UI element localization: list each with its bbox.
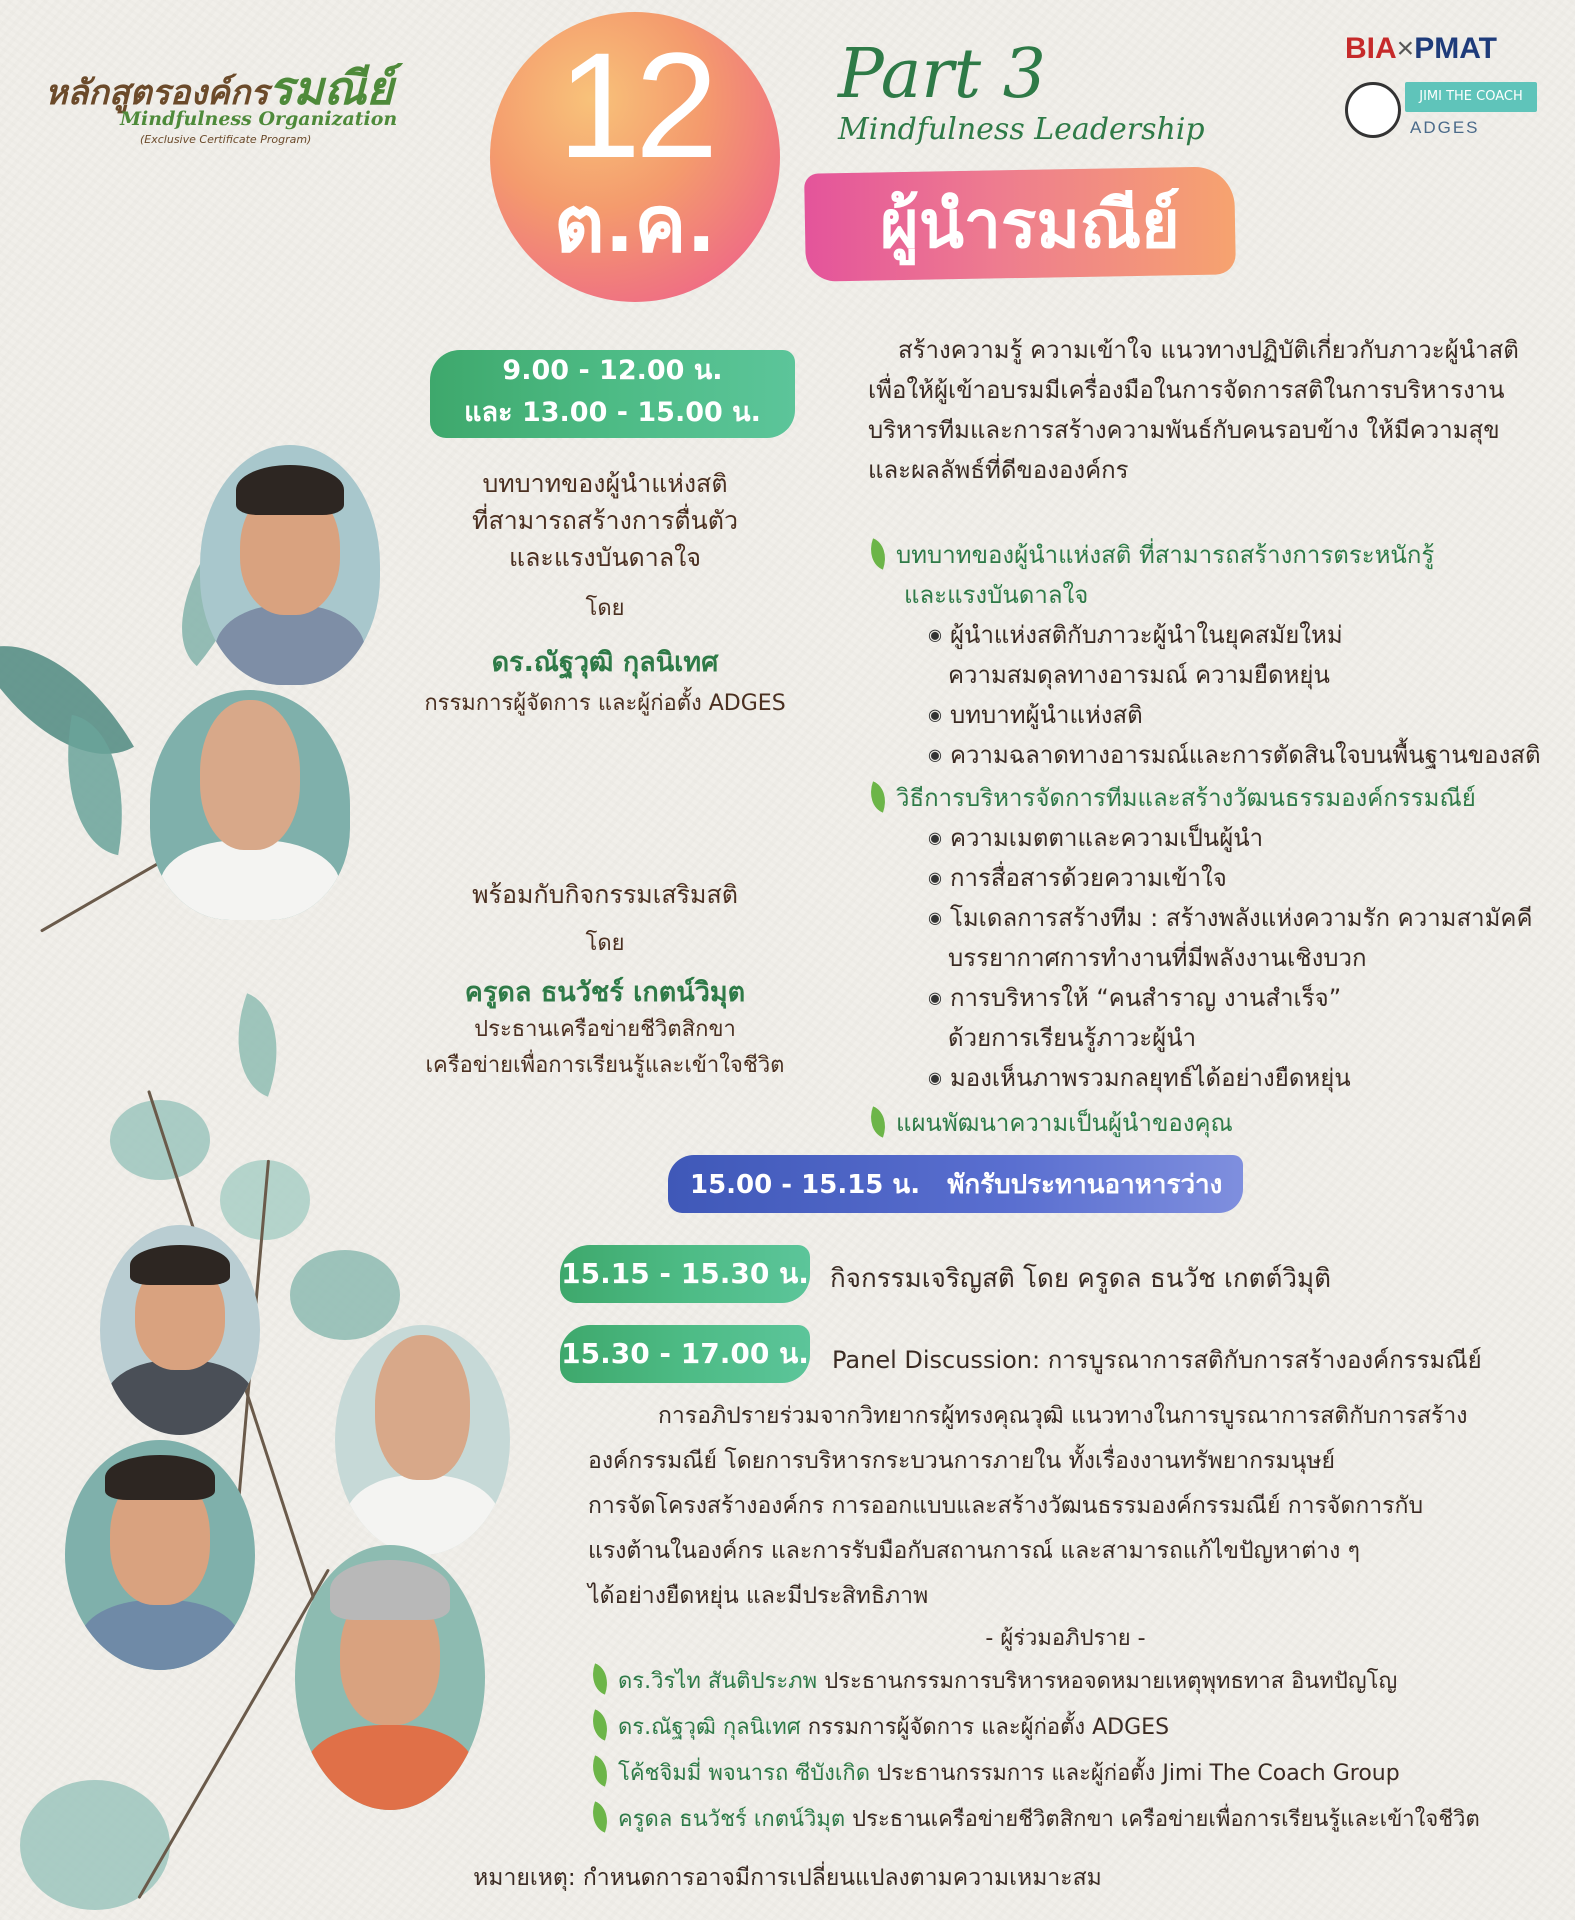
panel-description: การอภิปรายร่วมจากวิทยากรผู้ทรงคุณวุฒิ แนวทางในการบูรณาการสติกับการสร้าง องค์กรรมณีย์ โดยการบริหารกระบวนการภายใน ทั้งเรื่องงานทรัพยากรมนุษย์ การจัดโครงสร้างองค์กร การออกแบบและสร้างวัฒนธรรมองค์กรรมณีย์ การจัดการกับ แรงต้านในองค์กร และการรับมือกับสถานการณ์ และสามารถแก้ไขปัญหาต่าง ๆ ได้อย่างยืดหยุ่น และมีประสิทธิภาพ xyxy=(588,1403,1468,1609)
bia-pmat-logo: BIA×PMAT xyxy=(1345,32,1497,65)
adges-logo: ADGES xyxy=(1410,118,1480,137)
leaf-icon xyxy=(586,1755,614,1786)
participant-row: ดร.ณัฐวุฒิ กุลนิเทศ กรรมการผู้จัดการ และผู้ก่อตั้ง ADGES xyxy=(590,1708,1550,1748)
session1-by: โดย xyxy=(585,596,625,621)
page-title: ผู้นำรมณีย์ xyxy=(880,186,1180,263)
list-item-cont: ด้วยการเรียนรู้ภาวะผู้นำ xyxy=(948,1024,1197,1052)
list-item: ◉ การสื่อสารด้วยความเข้าใจ xyxy=(928,858,1568,898)
activity-by: โดย xyxy=(585,931,625,956)
leaf-icon xyxy=(864,781,892,812)
list-item: ◉ มองเห็นภาพรวมกลยุทธ์ได้อย่างยืดหยุ่น xyxy=(928,1058,1568,1098)
activity-title: พร้อมกับกิจกรรมเสริมสติ xyxy=(472,880,738,909)
session2-time: 15.15 - 15.30 น. xyxy=(561,1257,809,1290)
topic-1-bullets xyxy=(928,615,1568,775)
leaf-icon xyxy=(586,1663,614,1694)
jimi-logo: JIMI THE COACH xyxy=(1405,82,1537,112)
list-item: ◉ บทบาทผู้นำแห่งสติ xyxy=(928,695,1568,735)
part-subtitle: Mindfulness Leadership xyxy=(838,112,1205,147)
panelist-photo-3 xyxy=(335,1325,510,1555)
topic-1-heading: บทบาทของผู้นำแห่งสติ ที่สามารถสร้างการตระหนักรู้ และแรงบันดาลใจ xyxy=(868,535,1568,615)
seal-logo xyxy=(1345,82,1401,138)
date-month: ต.ค. xyxy=(553,180,717,270)
session1-speaker-role: กรรมการผู้จัดการ และผู้ก่อตั้ง ADGES xyxy=(424,691,786,716)
list-item: ◉ ความเมตตาและความเป็นผู้นำ xyxy=(928,818,1568,858)
panelist-photo-4 xyxy=(295,1545,485,1810)
topic-2-bullets xyxy=(928,818,1568,1098)
participant-row: ครูดล ธนวัชร์ เกตน์วิมุต ประธานเครือข่ายชีวิตสิกขา เครือข่ายเพื่อการเรียนรู้และเข้าใจชีวิต xyxy=(590,1800,1550,1840)
intro-paragraph: สร้างความรู้ ความเข้าใจ แนวทางปฏิบัติเกี่ยวกับภาวะผู้นำสติ เพื่อให้ผู้เข้าอบรมมีเครื่องมือในการจัดการสติในการบริหารงาน บริหารทีมและการสร้างความพันธ์กับคนรอบข้าง ให้มีความสุข และผลลัพธ์ที่ดีขององค์กร xyxy=(868,336,1519,484)
topic-2-heading: วิธีการบริหารจัดการทีมและสร้างวัฒนธรรมองค์กรรมณีย์ xyxy=(868,778,1568,818)
brand-subtitle: (Exclusive Certificate Program) xyxy=(140,133,312,146)
speaker-photo-2 xyxy=(150,690,350,920)
session1-time: 9.00 - 12.00 น. และ 13.00 - 15.00 น. xyxy=(464,355,761,428)
date-day: 12 xyxy=(557,21,713,189)
session3-label: Panel Discussion: การบูรณาการสติกับการสร้างองค์กรรมณีย์ xyxy=(832,1346,1482,1374)
leaf-icon xyxy=(586,1709,614,1740)
session2-label: กิจกรรมเจริญสติ โดย ครูดล ธนวัช เกตต์วิมุติ xyxy=(830,1264,1332,1294)
list-item: ◉ โมเดลการสร้างทีม : สร้างพลังแห่งความรัก ความสามัคคี xyxy=(928,898,1568,938)
part-label: Part 3 xyxy=(838,35,1046,114)
leaf-icon xyxy=(864,538,892,569)
list-item-cont: ความสมดุลทางอารมณ์ ความยืดหยุ่น xyxy=(948,661,1330,689)
list-item: ◉ ความฉลาดทางอารมณ์และการตัดสินใจบนพื้นฐานของสติ xyxy=(928,735,1568,775)
session3-time-banner xyxy=(560,1325,810,1383)
list-item-cont: บรรยากาศการทำงานที่มีพลังงานเชิงบวก xyxy=(948,944,1367,972)
list-item: ◉ การบริหารให้ “คนสำราญ งานสำเร็จ” xyxy=(928,978,1568,1018)
participant-row: ดร.วิรไท สันติประภพ ประธานกรรมการบริหารหอจดหมายเหตุพุทธทาส อินทปัญโญ xyxy=(590,1662,1550,1702)
session3-time: 15.30 - 17.00 น. xyxy=(561,1337,809,1370)
brand-accent: รมณีย์ xyxy=(268,61,394,115)
session1-topic: บทบาทของผู้นำแห่งสติ ที่สามารถสร้างการตื่นตัว และแรงบันดาลใจ xyxy=(472,469,738,572)
break-text: 15.00 - 15.15 น. พักรับประทานอาหารว่าง xyxy=(690,1170,1223,1200)
footnote: หมายเหตุ: กำหนดการอาจมีการเปลี่ยนแปลงตามความเหมาะสม xyxy=(473,1865,1102,1891)
brand-english: Mindfulness Organization xyxy=(120,108,398,130)
session1-speaker: ดร.ณัฐวุฒิ กุลนิเทศ xyxy=(491,647,719,678)
activity-speaker: ครูดล ธนวัชร์ เกตน์วิมุต xyxy=(464,977,746,1008)
participants-heading: - ผู้ร่วมอภิปราย - xyxy=(985,1626,1146,1651)
leaf-icon xyxy=(864,1106,892,1137)
activity-speaker-role: ประธานเครือข่ายชีวิตสิกขา เครือข่ายเพื่อการเรียนรู้และเข้าใจชีวิต xyxy=(425,1017,785,1078)
brand-title: หลักสูตรองค์กรรมณีย์ xyxy=(45,61,394,115)
speaker-photo-1 xyxy=(200,445,380,685)
participant-row: โค้ชจิมมี่ พจนารถ ซีบังเกิด ประธานกรรมการ และผู้ก่อตั้ง Jimi The Coach Group xyxy=(590,1754,1550,1794)
panelist-photo-2 xyxy=(65,1440,255,1670)
leaf-icon xyxy=(586,1801,614,1832)
list-item: ◉ ผู้นำแห่งสติกับภาวะผู้นำในยุคสมัยใหม่ xyxy=(928,615,1568,655)
topic-3-heading: แผนพัฒนาความเป็นผู้นำของคุณ xyxy=(868,1103,1568,1143)
panelist-photo-1 xyxy=(100,1225,260,1435)
session2-time-banner xyxy=(560,1245,810,1303)
